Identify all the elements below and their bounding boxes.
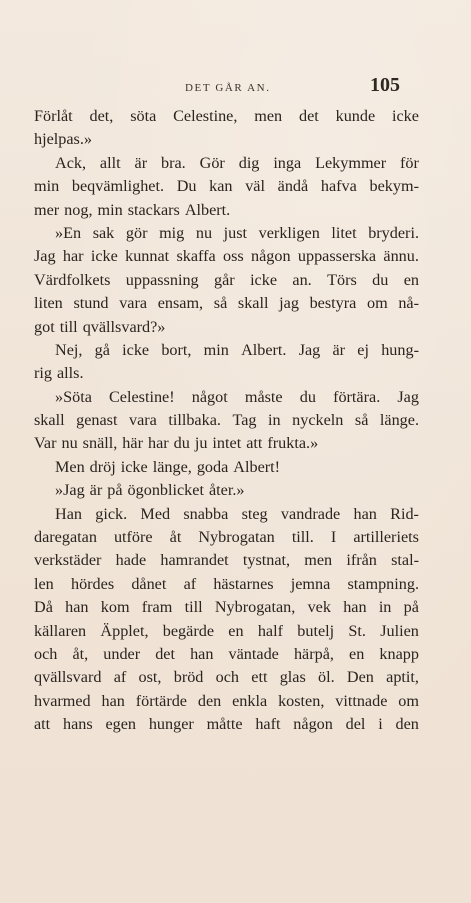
word: är	[89, 481, 103, 500]
word: icke	[250, 270, 278, 289]
word: kunnat	[125, 247, 170, 266]
word: jemna	[290, 574, 331, 593]
word: nyckeln	[292, 411, 344, 430]
word: bekym-	[369, 177, 419, 196]
page-number: 105	[370, 74, 400, 96]
word: Tag	[232, 411, 257, 430]
word: glas	[279, 668, 306, 687]
word: någon	[251, 247, 291, 266]
word: sak	[92, 223, 115, 242]
word: enkla	[232, 691, 268, 710]
word: kunde	[335, 107, 376, 125]
text-line	[34, 432, 419, 455]
text-line	[34, 713, 419, 736]
word: hjelpas.»	[34, 130, 92, 149]
word: daregatan	[34, 528, 97, 547]
word: stampning.	[347, 574, 419, 593]
word: källaren	[34, 621, 87, 640]
word: Gör	[199, 153, 225, 172]
word: ej	[357, 340, 369, 359]
word: snabba	[183, 504, 229, 523]
word: Albert.	[241, 340, 287, 359]
word: got	[34, 317, 55, 336]
word: åt	[169, 528, 182, 547]
word: gå	[94, 340, 110, 359]
word: hästarnes	[213, 574, 274, 593]
word: an.	[292, 270, 312, 289]
text-line	[34, 573, 419, 596]
word: förtära.	[333, 387, 381, 406]
word: en	[403, 270, 419, 289]
word: ost,	[138, 668, 162, 687]
word: bort,	[161, 340, 192, 359]
word: liten	[34, 294, 63, 313]
word: Värdfolkets	[34, 270, 111, 289]
word: stackars	[127, 200, 180, 219]
word: åt,	[72, 644, 89, 663]
page-header	[0, 76, 471, 100]
word: det,	[89, 107, 114, 125]
word: härpå,	[293, 644, 334, 663]
word: »Jag	[55, 481, 85, 500]
word: han	[65, 598, 89, 617]
word: väl	[245, 177, 265, 196]
word: steg	[241, 504, 268, 523]
word: gick.	[95, 504, 128, 523]
word: bra.	[161, 153, 186, 172]
word: att	[246, 434, 263, 453]
word: beqvämlighet.	[71, 177, 165, 196]
word: vara	[128, 411, 157, 430]
word: här	[122, 434, 143, 453]
word: utföre	[113, 528, 153, 547]
word: qvällsvard	[34, 668, 102, 687]
word: han	[343, 598, 367, 617]
word: hvarmed	[34, 691, 91, 710]
word: genast	[76, 411, 118, 430]
word: han	[190, 644, 214, 663]
word: del	[345, 715, 366, 734]
word: hans	[62, 715, 93, 734]
text-line	[34, 549, 419, 572]
word: Han	[55, 504, 82, 523]
word: du	[372, 270, 389, 289]
word: stund	[73, 294, 109, 313]
running-title: DET GÅR AN.	[185, 82, 271, 94]
word: min	[97, 200, 123, 219]
word: vek	[307, 598, 331, 617]
word: väntade	[228, 644, 279, 663]
text-line	[34, 666, 419, 689]
word: du	[299, 387, 316, 406]
word: vittnade	[335, 691, 388, 710]
word: öl.	[318, 668, 335, 687]
text-line	[34, 105, 419, 128]
word: Jag	[298, 340, 321, 359]
text-line	[34, 690, 419, 713]
word: ändå	[277, 177, 309, 196]
word: jag	[279, 294, 299, 313]
word: alls.	[56, 364, 84, 383]
word: min	[34, 177, 60, 196]
word: är	[134, 153, 148, 172]
word: till	[59, 317, 78, 336]
word: uppasserska	[297, 247, 377, 266]
word: du	[173, 434, 190, 453]
word: till	[184, 598, 203, 617]
word: begärde	[162, 621, 215, 640]
word: artilleriets	[353, 528, 419, 547]
word: åter.»	[208, 481, 245, 500]
word: butelj	[297, 621, 335, 640]
word: icke	[392, 107, 419, 125]
word: ifrån	[346, 551, 377, 570]
word: knapp	[379, 644, 419, 663]
word: på	[403, 598, 419, 617]
text-line	[34, 128, 419, 151]
word: förtärde	[135, 691, 187, 710]
word: goda	[196, 457, 229, 476]
word: Den	[346, 668, 374, 687]
word: på	[107, 481, 123, 500]
word: qvällsvard?»	[82, 317, 166, 336]
word: »En	[55, 223, 82, 242]
word: Jag	[397, 387, 419, 406]
word: rig	[34, 364, 52, 383]
word: han	[353, 504, 377, 523]
text-line	[34, 596, 419, 619]
word: inga	[273, 153, 302, 172]
word: aptit,	[386, 668, 419, 687]
word: ju	[194, 434, 208, 453]
word: half	[257, 621, 283, 640]
word: det	[298, 107, 319, 125]
word: nu	[61, 434, 78, 453]
word: Albert!	[233, 457, 281, 476]
text-line	[34, 269, 419, 292]
word: något	[191, 387, 228, 406]
word: in	[378, 598, 392, 617]
word: Förlåt	[34, 107, 73, 125]
word: nu	[195, 223, 213, 242]
word: hafva	[320, 177, 357, 196]
word: Men	[55, 457, 85, 476]
text-line	[34, 456, 419, 479]
word: vandrade	[280, 504, 341, 523]
word: den	[395, 715, 419, 734]
word: dröj	[89, 457, 116, 476]
word: len	[34, 574, 54, 593]
word: om	[398, 691, 419, 710]
word: skall	[34, 411, 65, 430]
word: och	[34, 644, 58, 663]
word: kosten,	[278, 691, 325, 710]
word: allt	[99, 153, 121, 172]
word: stal-	[391, 551, 419, 570]
word: i	[378, 715, 383, 734]
word: ännu.	[383, 247, 419, 266]
word: Du	[176, 177, 197, 196]
text-line	[34, 222, 419, 245]
word: Rid-	[390, 504, 419, 523]
word: är	[332, 340, 346, 359]
word: St.	[348, 621, 366, 640]
word: om	[366, 294, 388, 313]
word: hördes	[70, 574, 115, 593]
word: intet	[212, 434, 242, 453]
text-line	[34, 503, 419, 526]
text-line	[34, 199, 419, 222]
word: oss	[223, 247, 244, 266]
word: men	[304, 551, 333, 570]
word: den	[197, 691, 222, 710]
word: och	[215, 668, 240, 687]
word: in	[268, 411, 281, 430]
word: en	[228, 621, 244, 640]
text-line	[34, 175, 419, 198]
word: Lekymmer	[315, 153, 387, 172]
word: det	[155, 644, 175, 663]
word: så	[213, 294, 228, 313]
word: mig	[159, 223, 185, 242]
word: ensam,	[157, 294, 204, 313]
word: hade	[115, 551, 147, 570]
word: kom	[100, 598, 130, 617]
text-line	[34, 620, 419, 643]
word: så	[354, 411, 369, 430]
word: uppassning	[125, 270, 199, 289]
word: icke	[122, 340, 150, 359]
word: Julien	[380, 621, 419, 640]
word: egen	[105, 715, 137, 734]
word: har	[147, 434, 169, 453]
word: kan	[209, 177, 233, 196]
word: någon	[293, 715, 333, 734]
word: Ack,	[55, 153, 87, 172]
word: under	[103, 644, 141, 663]
word: just	[223, 223, 248, 242]
word: snäll,	[82, 434, 118, 453]
text-line	[34, 316, 419, 339]
word: men	[254, 107, 283, 125]
word: min	[203, 340, 229, 359]
word: dånet	[131, 574, 167, 593]
word: gör	[125, 223, 148, 242]
word: frukta.»	[267, 434, 319, 453]
word: att	[34, 715, 51, 734]
word: icke	[120, 457, 148, 476]
word: I	[330, 528, 337, 547]
word: har	[62, 247, 84, 266]
word: hamrandet	[160, 551, 229, 570]
text-line	[34, 386, 419, 409]
word: Nybrogatan,	[214, 598, 296, 617]
word: af	[113, 668, 127, 687]
word: länge.	[379, 411, 419, 430]
word: Törs	[327, 270, 357, 289]
word: nog,	[64, 200, 93, 219]
text-line	[34, 409, 419, 432]
word: litet	[331, 223, 357, 242]
text-line	[34, 339, 419, 362]
word: Nybrogatan	[198, 528, 275, 547]
word: måste	[244, 387, 283, 406]
word: »Söta	[55, 387, 92, 406]
word: för	[400, 153, 419, 172]
word: Var	[34, 434, 57, 453]
text-line	[34, 479, 419, 502]
text-line	[34, 526, 419, 549]
word: bröd	[173, 668, 204, 687]
word: länge,	[152, 457, 192, 476]
word: går	[214, 270, 235, 289]
text-line	[34, 245, 419, 268]
word: mer	[34, 200, 60, 219]
word: icke	[90, 247, 118, 266]
text-line	[34, 152, 419, 175]
word: Med	[140, 504, 171, 523]
word: nå-	[398, 294, 419, 313]
word: Äpplet,	[100, 621, 149, 640]
word: han	[101, 691, 125, 710]
word: en	[349, 644, 365, 663]
word: Då	[34, 598, 53, 617]
word: verkstäder	[34, 551, 102, 570]
word: Nej,	[55, 340, 83, 359]
word: söta	[130, 107, 157, 125]
word: bestyra	[309, 294, 357, 313]
text-line	[34, 643, 419, 666]
word: hunger	[148, 715, 194, 734]
word: ett	[251, 668, 268, 687]
word: skall	[237, 294, 269, 313]
word: dig	[238, 153, 260, 172]
word: haft	[255, 715, 281, 734]
word: till.	[291, 528, 314, 547]
word: ögonblicket	[127, 481, 204, 500]
word: fram	[141, 598, 173, 617]
word: vara	[119, 294, 148, 313]
word: hung-	[381, 340, 419, 359]
word: skaffa	[176, 247, 216, 266]
text-line	[34, 362, 419, 385]
word: tillbaka.	[168, 411, 221, 430]
word: Albert.	[184, 200, 231, 219]
word: måtte	[206, 715, 243, 734]
word: Celestine,	[173, 107, 238, 125]
word: verkligen	[258, 223, 320, 242]
word: bryderi.	[368, 223, 419, 242]
word: af	[183, 574, 197, 593]
word: tystnat,	[242, 551, 291, 570]
word: Jag	[34, 247, 56, 266]
body-text	[34, 105, 419, 737]
word: Celestine!	[109, 387, 175, 406]
text-line	[34, 292, 419, 315]
